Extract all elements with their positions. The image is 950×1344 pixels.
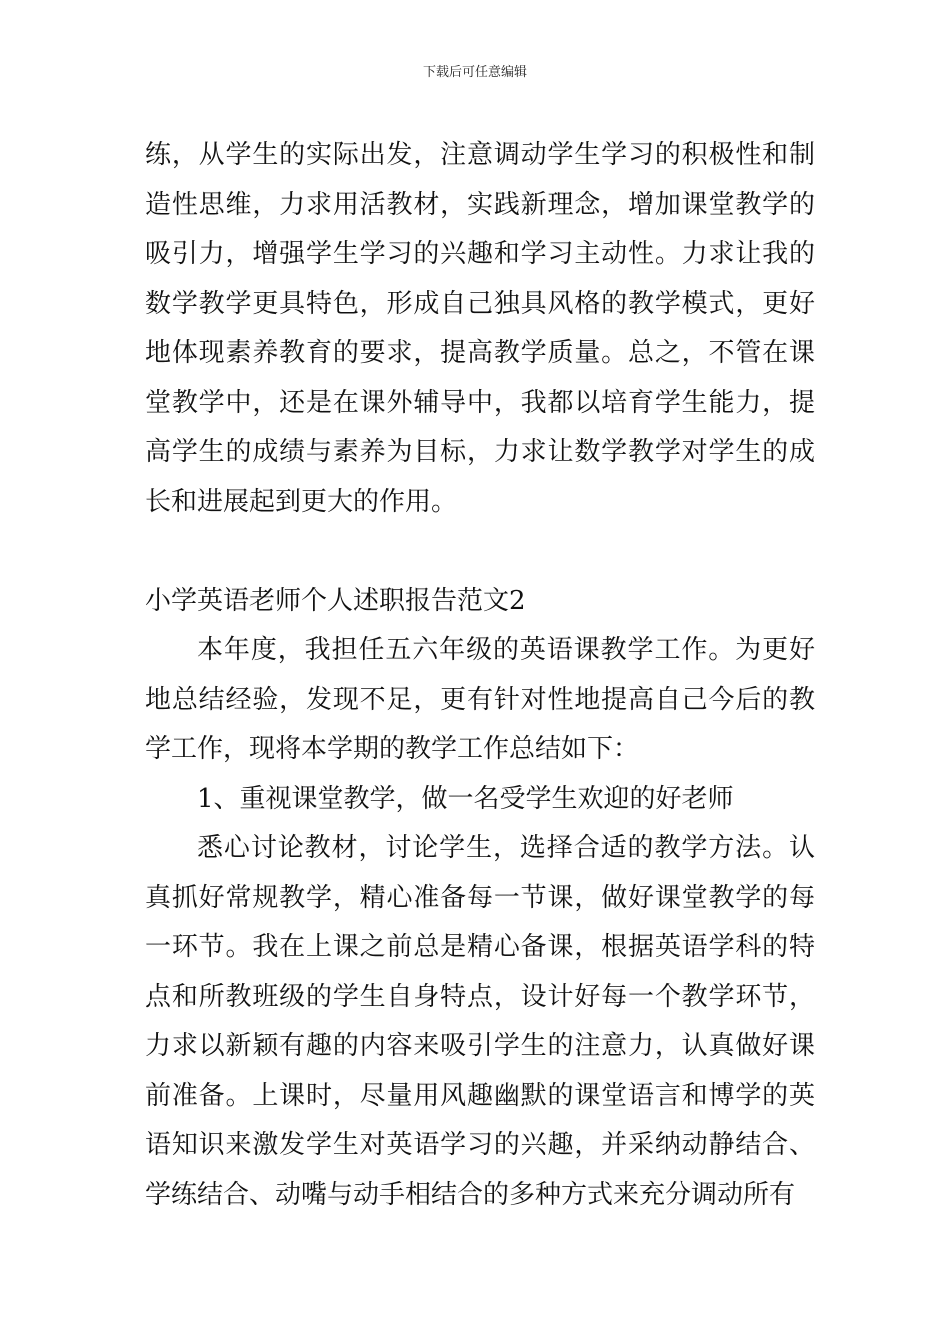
section-title: 小学英语老师个人述职报告范文2 (145, 585, 526, 616)
list-item-heading-1: 1、重视课堂教学，做一名受学生欢迎的好老师 (197, 783, 734, 814)
paragraph-body: 悉心讨论教材，讨论学生，选择合适的教学方法。认真抓好常规教学，精心准备每一节课，做好课堂教学的每一环节。我在上课之前总是精心备课，根据英语学科的特点和所教班级的学生自身特点，设计好每一个教学环节，力求以新颖有趣的内容来吸引学生的注意力，认真做好课前准备。上课时，尽量用风趣幽默的课堂语言和博学的英语知识来激发学生对英语学习的兴趣，并采纳动静结合、学练结合、动嘴与动手相结合的多种方式来充分调动所有 (145, 833, 815, 1210)
paragraph-continued: 练，从学生的实际出发，注意调动学生学习的积极性和制造性思维，力求用活教材，实践新理念，增加课堂教学的吸引力，增强学生学习的兴趣和学习主动性。力求让我的数学教学更具特色，形成自己独具风格的教学模式，更好地体现素养教育的要求，提高教学质量。总之，不管在课堂教学中，还是在课外辅导中，我都以培育学生能力，提高学生的成绩与素养为目标，力求让数学教学对学生的成长和进展起到更大的作用。 (145, 140, 815, 517)
page-header: 下载后可任意编辑 (422, 65, 527, 80)
document-body (145, 131, 815, 1220)
paragraph-intro: 本年度，我担任五六年级的英语课教学工作。为更好地总结经验，发现不足，更有针对性地提高自己今后的教学工作，现将本学期的教学工作总结如下： (145, 635, 815, 764)
